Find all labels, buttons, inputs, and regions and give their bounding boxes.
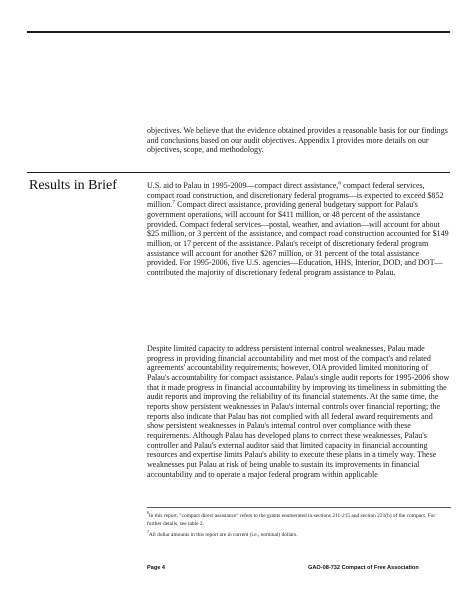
footnote-6-text: In this report, "compact direct assistance" refers to the grants enumerated in sections 211-215 and section 221(b) of the compact. For further details, see table 2.: [147, 513, 436, 527]
results-text-part3: Compact direct assistance, providing general budgetary support for Palau's government operations, will account for $411 million, or 48 percent of the assistance provided. Compact federal services—postal, weather, and aviation—will account for about $25 million, or 3 percent of the assistance, and compact road construction accounted for $149 million, or 17 percent of the assistance. Palau's receipt of discretionary federal program assistance will account for another $267 million, or 31 percent of the total assistance provided. For 1995-2006, five U.S. agencies—Education, HHS, Interior, DOD, and DOT—contributed the majority of discretionary federal program assistance to Palau.: [147, 200, 449, 277]
footer-page-number: Page 4: [147, 565, 166, 571]
footer-document-id: GAO-08-732 Compact of Free Association: [308, 565, 419, 571]
despite-paragraph-text: Despite limited capacity to address persistent internal control weaknesses, Palau made progress in providing financial accountability and met most of the compact's and related agreements' accountability requirements; however, OIA provided limited monitoring of Palau's accountability for compact assistance. Palau's single audit reports for 1995-2006 show that it made progress in financial accountability by improving its timeliness in submitting the audit reports and improving the reliability of its financial statements. At the same time, the reports show persistent weaknesses in Palau's internal controls over financial reporting; the reports also indicate that Palau has not complied with all federal award requirements and show persistent weaknesses in Palau's internal control over compliance with these requirements. Although Palau has developed plans to correct these weaknesses, Palau's controller and Palau's external auditor said that limited capacity in financial accounting resources and expertise limits Palau's ability to execute these plans in a timely way. These weaknesses put Palau at risk of being unable to sustain its improvements in financial accountability and to operate a major federal program within applicable: [147, 344, 450, 479]
despite-paragraph: [147, 344, 451, 479]
footnote-6-number: 6: [147, 511, 149, 516]
results-text-part1: U.S. aid to Palau in 1995-2009—compact direct assistance,: [147, 181, 339, 190]
section-heading: Results in Brief: [29, 178, 117, 193]
footnote-ref-7: 7: [172, 199, 176, 206]
footnote-7: [147, 531, 451, 539]
section-divider: [27, 172, 450, 173]
results-text-part2: compact federal services, compact road construction, and discretionary federal programs—is expected to exceed $852 million.: [147, 181, 444, 210]
footnote-7-number: 7: [147, 530, 149, 535]
top-rule: [27, 31, 450, 33]
footnote-rule: [147, 507, 451, 508]
results-paragraph: [147, 181, 451, 278]
footnote-6: [147, 512, 451, 528]
footnote-7-text: All dollar amounts in this report are in current (i.e., nominal) dollars.: [148, 532, 298, 538]
footnote-ref-6: 6: [338, 180, 342, 187]
intro-paragraph: [147, 126, 451, 155]
intro-paragraph-text: objectives. We believe that the evidence obtained provides a reasonable basis for our findings and conclusions based on our audit objectives. Appendix I provides more details on our objectives, scope, and methodology.: [147, 126, 448, 155]
